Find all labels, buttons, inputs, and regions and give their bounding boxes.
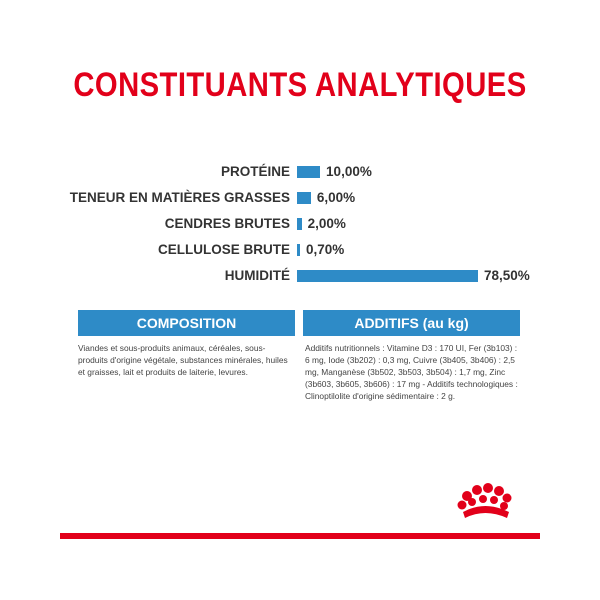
- nutrition-bar-chart: [0, 160, 600, 300]
- chart-category-label: CELLULOSE BRUTE: [157, 242, 290, 257]
- chart-bar: [297, 270, 478, 282]
- chart-row: [0, 238, 600, 264]
- chart-category-label: PROTÉINE: [220, 164, 290, 179]
- chart-category-label: HUMIDITÉ: [224, 268, 290, 283]
- chart-value-label: 6,00%: [316, 190, 356, 205]
- royal-canin-crown-icon: [455, 482, 515, 526]
- composition-heading: COMPOSITION: [78, 310, 295, 336]
- additifs-text: Additifs nutritionnels : Vitamine D3 : 170 UI, Fer (3b103) : 6 mg, Iode (3b202) : 0,3 mg, Cuivre (3b405, 3b406) : 2,5 mg, Manganèse (3b502, 3b503, 3b504) : 1,7 mg, Zinc (3b603, 3b605, 3b606) : 17 mg - Additifs technologiques : Clinoptilolite d'origine sédimentaire : 2 g.: [305, 343, 518, 401]
- chart-value-label: 0,70%: [306, 242, 345, 257]
- chart-value-label: 78,50%: [484, 268, 530, 283]
- chart-value-label: 10,00%: [326, 164, 372, 179]
- chart-bar: [297, 166, 320, 178]
- chart-bar: [297, 244, 300, 256]
- footer-red-line: [60, 533, 540, 539]
- chart-bar: [297, 192, 311, 204]
- chart-row: [0, 212, 600, 238]
- page-title: CONSTITUANTS ANALYTIQUES: [73, 66, 527, 104]
- composition-text: Viandes et sous-produits animaux, céréales, sous-produits d'origine végétale, substances minérales, huiles et graisses, lait et produits de laiterie, levures.: [78, 343, 288, 377]
- chart-row: [0, 264, 600, 290]
- chart-bar: [297, 218, 302, 230]
- chart-row: [0, 186, 600, 212]
- chart-category-label: CENDRES BRUTES: [164, 216, 290, 231]
- additifs-heading: ADDITIFS (au kg): [303, 310, 520, 336]
- chart-value-label: 2,00%: [307, 216, 346, 231]
- chart-row: [0, 160, 600, 186]
- chart-category-label: TENEUR EN MATIÈRES GRASSES: [69, 190, 290, 205]
